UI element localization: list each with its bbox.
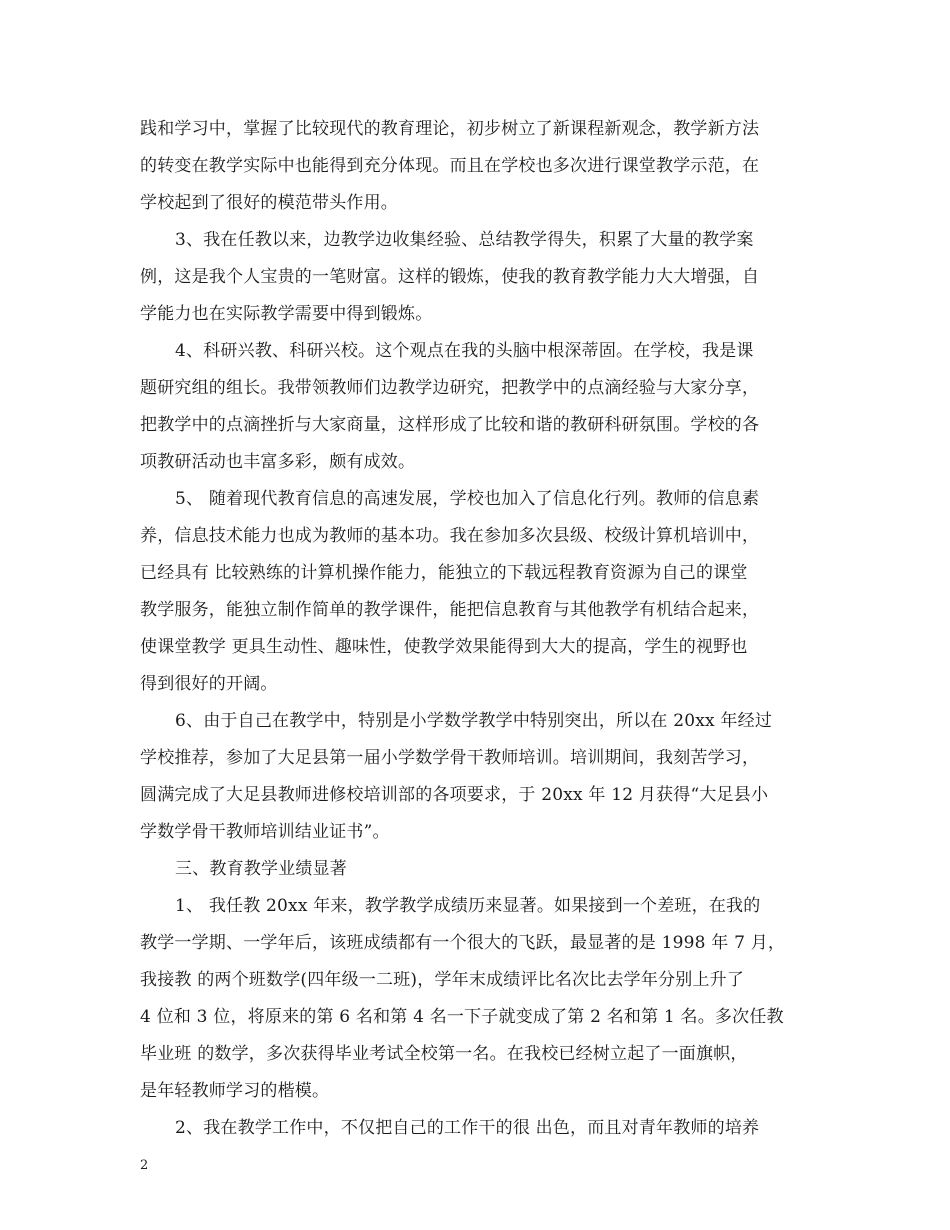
- text-line: 得到很好的开阔。: [140, 674, 278, 694]
- text-line: 题研究组的组长。我带领教师们边教学边研究，把教学中的点滴经验与大家分享，: [140, 378, 760, 398]
- text-line: 使课堂教学 更具生动性、趣味性，使教学效果能得到大大的提高，学生的视野也: [140, 637, 748, 657]
- text-line: 学校推荐，参加了大足县第一届小学数学骨干教师培训。培训期间，我刻苦学习，: [140, 748, 760, 768]
- text-line: 毕业班 的数学，多次获得毕业考试全校第一名。在我校已经树立起了一面旗帜，: [140, 1044, 748, 1064]
- text-line: 学数学骨干教师培训结业证书”。: [140, 822, 390, 842]
- text-line: 的转变在教学实际中也能得到充分体现。而且在学校也多次进行课堂教学示范，在: [140, 156, 760, 176]
- text-line: 例，这是我个人宝贵的一笔财富。这样的锻炼，使我的教育教学能力大大增强，自: [140, 267, 760, 287]
- text-line: 践和学习中，掌握了比较现代的教育理论，初步树立了新课程新观念，教学新方法: [140, 119, 760, 139]
- paragraph-3-start: 3、我在任教以来，边教学边收集经验、总结教学得失，积累了大量的教学案: [175, 230, 754, 250]
- text-line: 圆满完成了大足县教师进修校培训部的各项要求，于 20xx 年 12 月获得“大足县小: [140, 785, 769, 805]
- text-line: 是年轻教师学习的楷模。: [140, 1081, 330, 1101]
- text-line: 学校起到了很好的模范带头作用。: [140, 193, 398, 213]
- paragraph-4-start: 4、科研兴教、科研兴校。这个观点在我的头脑中根深蒂固。在学校，我是课: [175, 341, 754, 361]
- text-line: 项教研活动也丰富多彩，颇有成效。: [140, 452, 416, 472]
- paragraph-2-start: 2、我在教学工作中，不仅把自己的工作干的很 出色，而且对青年教师的培养: [175, 1118, 760, 1138]
- paragraph-6-start: 6、由于自己在教学中，特别是小学数学教学中特别突出，所以在 20xx 年经过: [175, 711, 773, 731]
- section-heading: 三、教育教学业绩显著: [175, 859, 347, 879]
- text-line: 4 位和 3 位，将原来的第 6 名和第 4 名一下子就变成了第 2 名和第 1 名。多次任教: [140, 1007, 784, 1027]
- text-line: 我接教 的两个班数学(四年级一二班)，学年末成绩评比名次比去学年分别上升了: [140, 970, 745, 990]
- text-line: 学能力也在实际教学需要中得到锻炼。: [140, 304, 433, 324]
- paragraph-1-start: 1、 我任教 20xx 年来，教学教学成绩历来显著。如果接到一个差班，在我的: [175, 896, 761, 916]
- paragraph-5-start: 5、 随着现代教育信息的高速发展，学校也加入了信息化行列。教师的信息素: [175, 489, 760, 509]
- text-line: 教学服务，能独立制作简单的教学课件，能把信息教育与其他教学有机结合起来，: [140, 600, 760, 620]
- text-line: 把教学中的点滴挫折与大家商量，这样形成了比较和谐的教研科研氛围。学校的各: [140, 415, 760, 435]
- page-number: 2: [140, 1158, 149, 1173]
- text-line: 已经具有 比较熟练的计算机操作能力，能独立的下载远程教育资源为自己的课堂: [140, 563, 748, 583]
- text-line: 养，信息技术能力也成为教师的基本功。我在参加多次县级、校级计算机培训中，: [140, 526, 760, 546]
- text-line: 教学一学期、一学年后，该班成绩都有一个很大的飞跃，最显著的是 1998 年 7 月，: [140, 933, 786, 953]
